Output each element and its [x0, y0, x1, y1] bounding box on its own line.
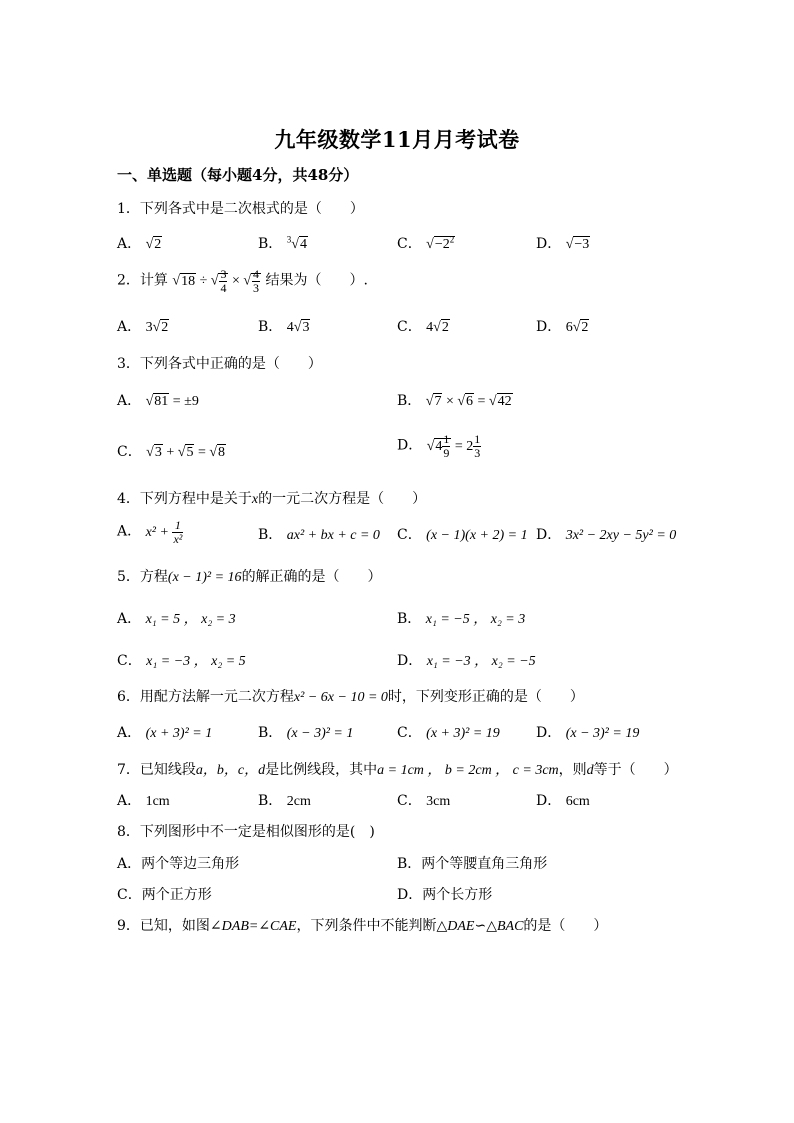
q3-option-a: A． √81 = ±9: [117, 393, 199, 409]
q1-option-d: [536, 233, 590, 253]
section-heading: 一、单选题（每小题4分，共48分）: [117, 166, 359, 184]
q6-option-d: D． (x − 3)² = 19: [536, 725, 640, 741]
question-1: 1．下列各式中是二次根式的是（ ）: [117, 201, 364, 217]
q5-option-c: C． x₁ = −3 ， x₂ = 5: [117, 653, 246, 669]
q2-expression: √18 ÷ √ $\frac{3}{4}$ × √ $\frac{4}{3}$: [172, 267, 260, 295]
question-5: 5．方程(x − 1)² = 16的解正确的是（ ）: [117, 569, 382, 585]
q2-suffix: 结果为（ ）.: [265, 272, 368, 289]
option-math: $^3$√4: [286, 234, 307, 252]
option-math: √−3: [565, 237, 590, 252]
q1-option-c: [397, 233, 455, 253]
option-label: A．: [117, 236, 142, 252]
q8-option-c: C．两个正方形: [117, 887, 212, 903]
q6-option-b: B． (x − 3)² = 1: [258, 725, 354, 741]
q5-option-a: A． x₁ = 5 ， x₂ = 3: [117, 611, 236, 627]
q8-option-b: B．两个等腰直角三角形: [397, 856, 548, 872]
q4-option-c: C． (x − 1)(x + 2) = 1: [397, 527, 528, 543]
question-2: [117, 268, 368, 295]
q2-prefix: 2．计算: [117, 272, 168, 289]
question-8: 8．下列图形中不一定是相似图形的是( ): [117, 824, 375, 840]
option-math: $√-2^2$: [426, 234, 455, 252]
q3-option-d: D． √4 $\frac{1}{9}$ = 2 $\frac{1}{3}$: [397, 432, 481, 460]
q7-option-c: C． 3cm: [397, 793, 451, 809]
q1-option-a: [117, 233, 162, 253]
q1-option-b: [258, 233, 308, 253]
q6-option-a: A． (x + 3)² = 1: [117, 725, 213, 741]
page-title: 九年级数学11月月考试卷: [274, 127, 520, 152]
q7-option-a: A． 1cm: [117, 793, 170, 809]
q2-option-a: A． 3√2: [117, 319, 169, 335]
question-6: 6．用配方法解一元二次方程x² − 6x − 10 = 0时，下列变形正确的是（ ）: [117, 689, 584, 705]
option-label: C．: [397, 236, 422, 252]
option-label: B．: [258, 236, 283, 252]
q4-option-a: A． x² + $\frac{1}{\text{x²}}$: [117, 518, 183, 546]
q2-option-b: B． 4√3: [258, 319, 310, 335]
option-label: D．: [536, 236, 562, 252]
q2-option-c: C． 4√2: [397, 319, 449, 335]
question-9: 9．已知，如图∠DAB=∠CAE，下列条件中不能判断△DAE∽△BAC的是（ ）: [117, 918, 608, 934]
q3-option-b: B． √7 × √6 = √42: [397, 393, 512, 409]
q5-option-b: B． x₁ = −5 ， x₂ = 3: [397, 611, 526, 627]
q7-option-d: D． 6cm: [536, 793, 590, 809]
q5-option-d: D． x₁ = −3 ， x₂ = −5: [397, 653, 536, 669]
q4-option-d: D． 3x² − 2xy − 5y² = 0: [536, 527, 677, 543]
question-7: 7．已知线段a，b，c，d是比例线段，其中a = 1cm ， b = 2cm ， c = 3cm，则d等于（ ）: [117, 762, 678, 778]
q4-option-b: B． ax² + bx + c = 0: [258, 527, 380, 543]
question-3: 3．下列各式中正确的是（ ）: [117, 356, 322, 372]
q2-option-d: D． 6√2: [536, 319, 589, 335]
q8-option-a: A．两个等边三角形: [117, 856, 240, 872]
question-4: 4．下列方程中是关于x的一元二次方程是（ ）: [117, 491, 427, 507]
option-math: √2: [145, 237, 162, 252]
q3-option-c: C． √3 + √5 = √8: [117, 444, 226, 460]
q7-option-b: B． 2cm: [258, 793, 311, 809]
q8-option-d: D．两个长方形: [397, 887, 493, 903]
q6-option-c: C． (x + 3)² = 19: [397, 725, 500, 741]
